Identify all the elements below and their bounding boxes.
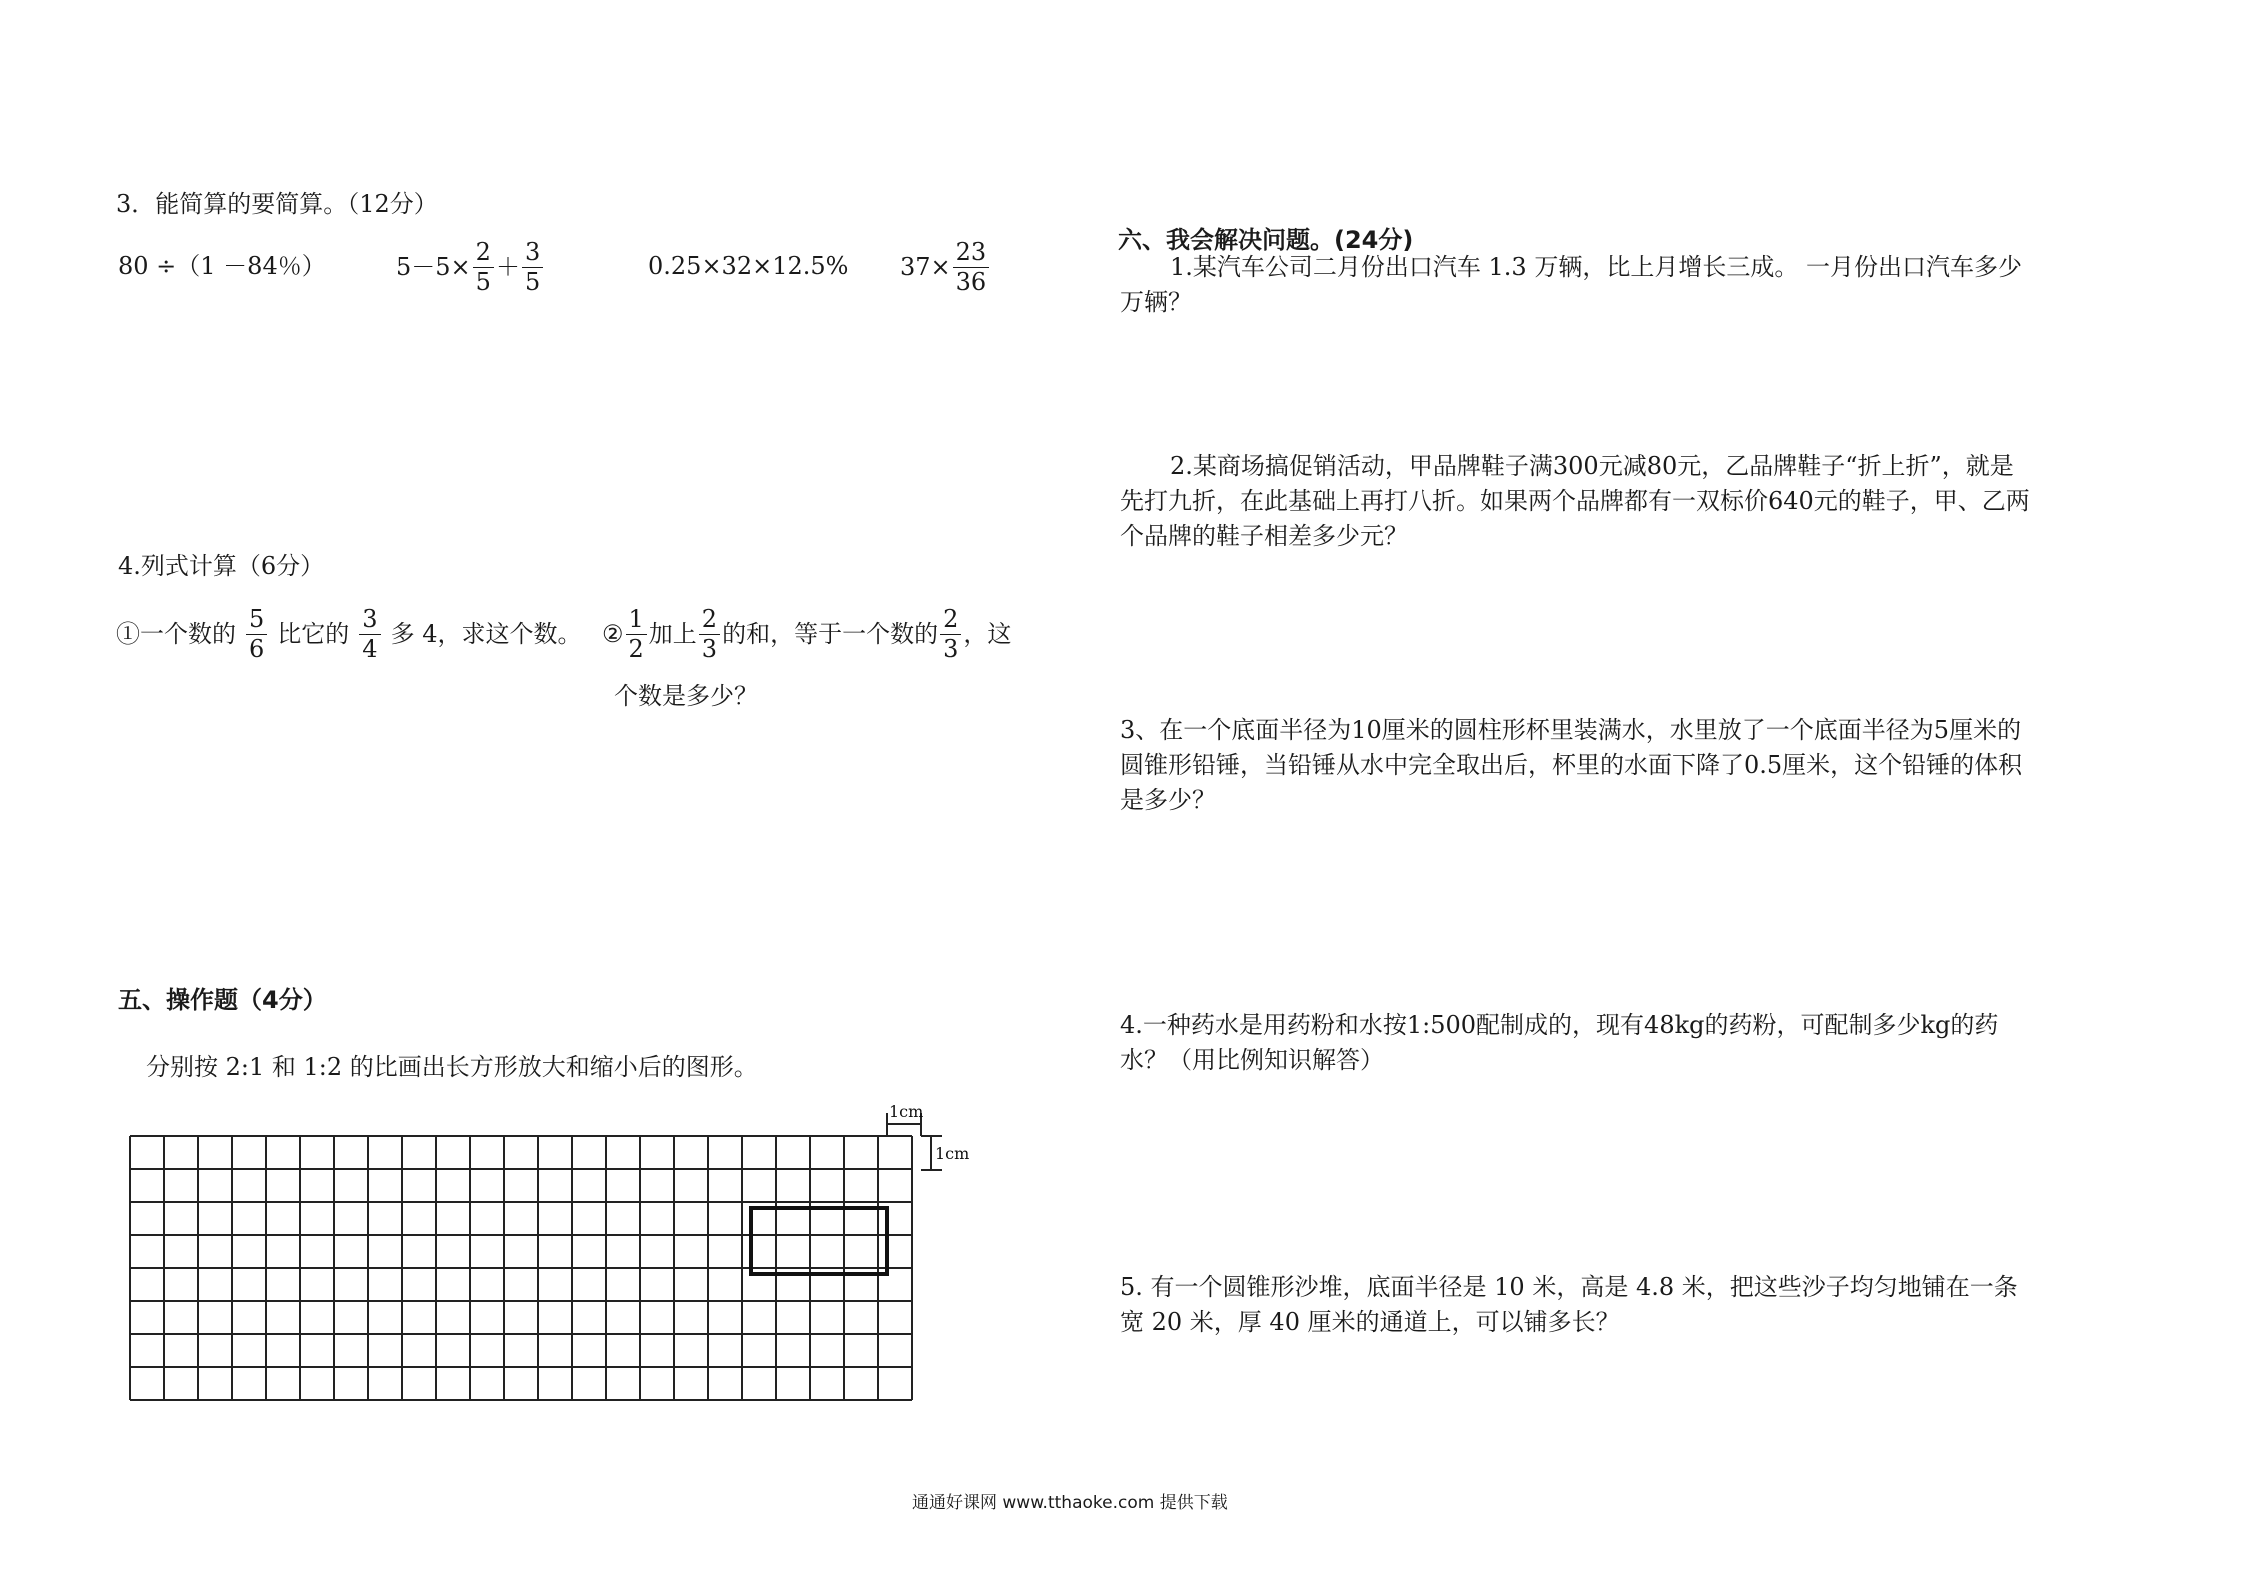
problem-2: 2.某商场搞促销活动，甲品牌鞋子满300元减80元，乙品牌鞋子“折上折”，就是先打九折，在此基础上再打八折。如果两个品牌都有一双标价640元的鞋子，甲、乙两个品牌的鞋子相差多少元？ — [1120, 452, 2030, 550]
q3-expr-3: 0.25×32×12.5% — [648, 252, 849, 280]
problem-4: 4.一种药水是用药粉和水按1:500配制成的，现有48kg的药粉，可配制多少kg的药水？（用比例知识解答） — [1120, 1011, 1999, 1074]
given-rectangle — [751, 1208, 887, 1274]
q3-expr-1: 80 ÷（1 －84％） — [118, 252, 326, 280]
section-5-title: 五、操作题（4分） — [118, 986, 327, 1014]
q4-title: 4.列式计算（6分） — [118, 552, 325, 580]
q3-expr-2 — [396, 238, 545, 297]
grid-figure — [100, 1095, 1000, 1415]
scale-v-label: 1cm — [935, 1144, 970, 1163]
problem-5: 5. 有一个圆锥形沙堆，底面半径是 10 米，高是 4.8 米，把这些沙子均匀地铺在一条宽 20 米，厚 40 厘米的通道上，可以铺多长？ — [1120, 1273, 2018, 1336]
fraction: $\frac{2}{3}$ — [699, 605, 720, 664]
section-6-title: 六、我会解决问题。(24分) — [1118, 226, 1414, 254]
fraction: $\frac{2}{5}$ — [473, 238, 494, 297]
q4-problem-1: ①一个数的 $\frac{5}{6}$ 比它的 $\frac{3}{4}$ 多 4，求这个数。 — [116, 605, 582, 663]
q3-expr-4 — [900, 238, 991, 297]
footer-source: 通通好课网 www.tthaoke.com 提供下载 — [912, 1493, 1228, 1513]
problem-3: 3、在一个底面半径为10厘米的圆柱形杯里装满水，水里放了一个底面半径为5厘米的圆锥形铅锤，当铅锤从水中完全取出后，杯里的水面下降了0.5厘米，这个铅锤的体积是多少？ — [1120, 716, 2023, 814]
fraction: $\frac{23}{36}$ — [953, 238, 990, 297]
expr2-lead: 5－5× — [396, 252, 471, 281]
expr4-lead: 37× — [900, 252, 951, 281]
scale-h-label: 1cm — [889, 1102, 924, 1121]
fraction: $\frac{2}{3}$ — [940, 605, 961, 664]
fraction: $\frac{1}{2}$ — [626, 605, 647, 664]
fraction: $\frac{5}{6}$ — [246, 605, 267, 664]
fraction: $\frac{3}{4}$ — [359, 605, 380, 664]
fraction: $\frac{3}{5}$ — [522, 238, 543, 297]
section-5-instruction: 分别按 2:1 和 1:2 的比画出长方形放大和缩小后的图形。 — [146, 1053, 758, 1081]
q4-problem-2-continued: 个数是多少？ — [614, 682, 758, 710]
q3-title: 3．能简算的要简算。（12分） — [116, 190, 438, 218]
q4-problem-2: ② $\frac{1}{2}$ 加上 $\frac{2}{3}$ 的和，等于一个数的 $\frac{2}{3}$ ，这 — [602, 605, 1012, 663]
grid-lines — [130, 1136, 912, 1400]
problem-1: 1.某汽车公司二月份出口汽车 1.3 万辆，比上月增长三成。 一月份出口汽车多少万辆？ — [1120, 253, 2022, 316]
expr2-op: ＋ — [495, 252, 520, 281]
